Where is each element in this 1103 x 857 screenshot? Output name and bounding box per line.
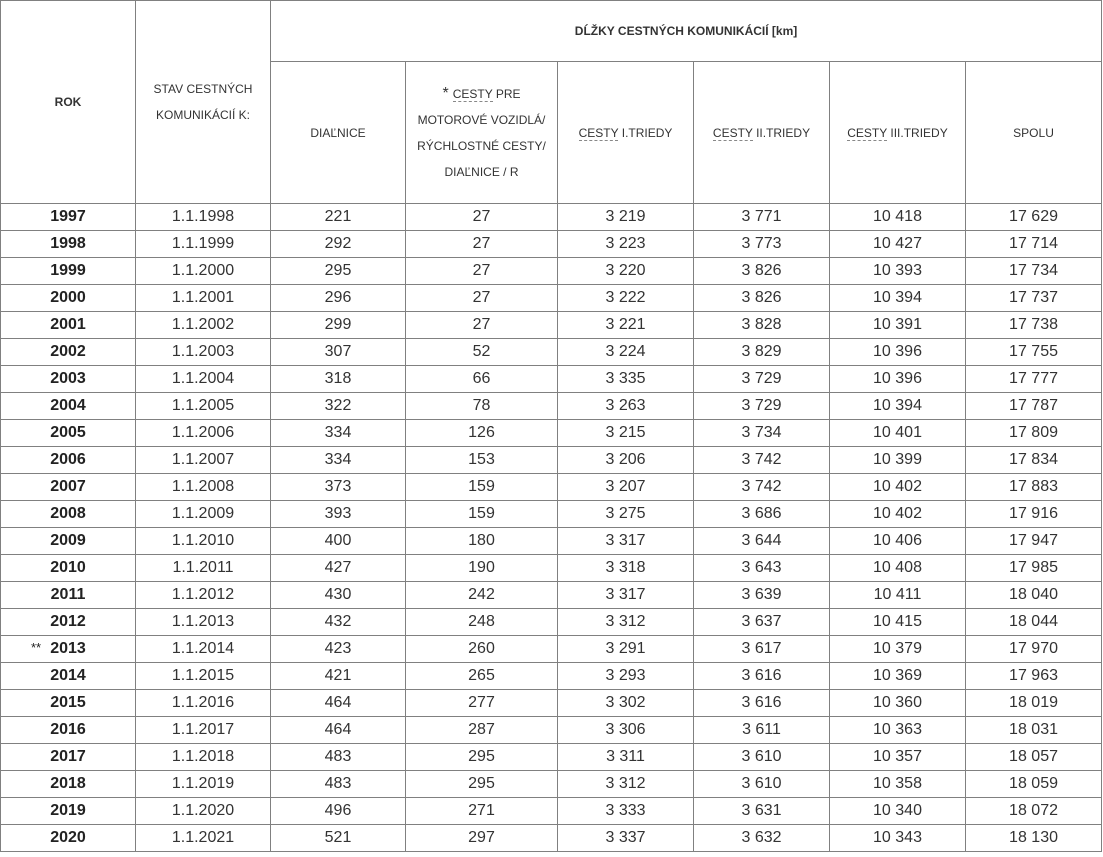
cell-stav: 1.1.2014: [136, 636, 271, 663]
cell-cesty3: 10 360: [830, 690, 966, 717]
header-cesty2: [694, 62, 830, 204]
table-row: [1, 636, 1102, 663]
cell-year: [1, 825, 136, 852]
cell-cesty1: 3 317: [558, 582, 694, 609]
cell-dialnice: 496: [271, 798, 406, 825]
year-value: 2008: [50, 505, 86, 522]
cell-dialnice: 295: [271, 258, 406, 285]
cell-spolu: 17 947: [966, 528, 1102, 555]
cell-cesty3: 10 363: [830, 717, 966, 744]
cell-cesty1: 3 293: [558, 663, 694, 690]
cell-stav: 1.1.2002: [136, 312, 271, 339]
header-motor-rest: PRE MOTOROVÉ VOZIDLÁ/ RÝCHLOSTNÉ CESTY/ DIAĽNICE / R: [417, 86, 546, 179]
cell-year: [1, 609, 136, 636]
table-row: [1, 663, 1102, 690]
table-header: [1, 1, 1102, 204]
cell-motor: 271: [406, 798, 558, 825]
header-dialnice: DIAĽNICE: [271, 62, 406, 204]
year-value: 2001: [50, 316, 86, 333]
year-value: 2011: [50, 586, 86, 603]
table-row: [1, 690, 1102, 717]
year-value: 2002: [50, 343, 86, 360]
cell-spolu: 18 130: [966, 825, 1102, 852]
cell-stav: 1.1.2011: [136, 555, 271, 582]
cell-cesty3: 10 396: [830, 339, 966, 366]
cell-cesty2: 3 632: [694, 825, 830, 852]
cell-stav: 1.1.2003: [136, 339, 271, 366]
header-cesty1-rest: I.TRIEDY: [621, 125, 673, 140]
header-stav: STAV CESTNÝCH KOMUNIKÁCIÍ K:: [136, 1, 271, 204]
cell-spolu: 17 734: [966, 258, 1102, 285]
cell-dialnice: 334: [271, 420, 406, 447]
cell-year: [1, 582, 136, 609]
cell-stav: 1.1.2017: [136, 717, 271, 744]
cell-stav: 1.1.2019: [136, 771, 271, 798]
cell-stav: 1.1.2006: [136, 420, 271, 447]
cell-dialnice: 421: [271, 663, 406, 690]
cell-cesty2: 3 771: [694, 204, 830, 231]
cell-cesty1: 3 312: [558, 609, 694, 636]
cell-motor: 287: [406, 717, 558, 744]
cell-dialnice: 430: [271, 582, 406, 609]
cell-year: [1, 474, 136, 501]
cell-stav: 1.1.2000: [136, 258, 271, 285]
cell-cesty2: 3 729: [694, 393, 830, 420]
cell-cesty3: 10 393: [830, 258, 966, 285]
cell-motor: 180: [406, 528, 558, 555]
cell-cesty3: 10 394: [830, 285, 966, 312]
cell-dialnice: 296: [271, 285, 406, 312]
cell-cesty1: 3 207: [558, 474, 694, 501]
cell-year: [1, 285, 136, 312]
header-cesty3-rest: III.TRIEDY: [890, 125, 948, 140]
cell-spolu: 18 031: [966, 717, 1102, 744]
cell-cesty1: 3 337: [558, 825, 694, 852]
table-row: [1, 555, 1102, 582]
cell-stav: 1.1.2009: [136, 501, 271, 528]
cell-year: [1, 501, 136, 528]
cell-motor: 159: [406, 501, 558, 528]
table-row: [1, 609, 1102, 636]
cell-cesty3: 10 415: [830, 609, 966, 636]
table-body: [1, 204, 1102, 852]
table-row: [1, 771, 1102, 798]
cell-year: [1, 528, 136, 555]
table-row: [1, 420, 1102, 447]
cell-cesty1: 3 215: [558, 420, 694, 447]
cell-spolu: 17 777: [966, 366, 1102, 393]
cell-cesty3: 10 343: [830, 825, 966, 852]
table-row: [1, 312, 1102, 339]
cell-spolu: 18 019: [966, 690, 1102, 717]
table-row: [1, 582, 1102, 609]
cell-cesty2: 3 616: [694, 663, 830, 690]
year-value: 2017: [50, 748, 86, 765]
cell-spolu: 17 834: [966, 447, 1102, 474]
cell-motor: 27: [406, 312, 558, 339]
cell-cesty3: 10 358: [830, 771, 966, 798]
cell-spolu: 18 057: [966, 744, 1102, 771]
cell-spolu: 18 059: [966, 771, 1102, 798]
year-value: 2012: [50, 613, 86, 630]
cell-cesty2: 3 828: [694, 312, 830, 339]
cell-motor: 295: [406, 771, 558, 798]
table-row: [1, 231, 1102, 258]
table-row: [1, 501, 1102, 528]
cell-motor: 242: [406, 582, 558, 609]
cell-cesty3: 10 340: [830, 798, 966, 825]
cell-cesty2: 3 631: [694, 798, 830, 825]
cell-cesty2: 3 829: [694, 339, 830, 366]
cell-spolu: 17 985: [966, 555, 1102, 582]
cell-spolu: 17 916: [966, 501, 1102, 528]
cell-motor: 297: [406, 825, 558, 852]
cell-spolu: 18 072: [966, 798, 1102, 825]
cell-motor: 27: [406, 258, 558, 285]
cell-dialnice: 483: [271, 771, 406, 798]
cell-cesty3: 10 399: [830, 447, 966, 474]
cell-cesty3: 10 408: [830, 555, 966, 582]
table-row: [1, 339, 1102, 366]
cell-cesty1: 3 219: [558, 204, 694, 231]
year-value: 1999: [50, 262, 86, 279]
header-spolu: SPOLU: [966, 62, 1102, 204]
header-rok: ROK: [1, 1, 136, 204]
cell-cesty2: 3 610: [694, 771, 830, 798]
cell-stav: 1.1.1999: [136, 231, 271, 258]
cell-cesty1: 3 275: [558, 501, 694, 528]
cell-cesty2: 3 729: [694, 366, 830, 393]
cell-year: [1, 393, 136, 420]
cell-motor: 260: [406, 636, 558, 663]
cell-cesty2: 3 742: [694, 474, 830, 501]
cell-cesty2: 3 742: [694, 447, 830, 474]
cell-dialnice: 521: [271, 825, 406, 852]
cell-cesty2: 3 773: [694, 231, 830, 258]
cell-dialnice: 393: [271, 501, 406, 528]
cell-cesty3: 10 396: [830, 366, 966, 393]
cell-motor: 52: [406, 339, 558, 366]
cell-stav: 1.1.2018: [136, 744, 271, 771]
year-value: 2015: [50, 694, 86, 711]
cell-cesty1: 3 302: [558, 690, 694, 717]
header-cesty1: [558, 62, 694, 204]
cell-stav: 1.1.2020: [136, 798, 271, 825]
cell-dialnice: 221: [271, 204, 406, 231]
cell-dialnice: 307: [271, 339, 406, 366]
header-cesty3-abbr[interactable]: CESTY: [847, 125, 888, 140]
cell-motor: 27: [406, 231, 558, 258]
table-row: [1, 528, 1102, 555]
cell-dialnice: 334: [271, 447, 406, 474]
header-title: DĹŽKY CESTNÝCH KOMUNIKÁCIÍ [km]: [271, 1, 1102, 62]
table-row: [1, 258, 1102, 285]
header-cesty2-abbr[interactable]: CESTY: [712, 125, 753, 140]
cell-stav: 1.1.1998: [136, 204, 271, 231]
cell-cesty2: 3 734: [694, 420, 830, 447]
year-value: 2006: [50, 451, 86, 468]
cell-motor: 265: [406, 663, 558, 690]
cell-motor: 159: [406, 474, 558, 501]
cell-spolu: 17 963: [966, 663, 1102, 690]
cell-spolu: 17 787: [966, 393, 1102, 420]
cell-spolu: 17 755: [966, 339, 1102, 366]
cell-year: [1, 258, 136, 285]
cell-cesty1: 3 223: [558, 231, 694, 258]
cell-motor: 126: [406, 420, 558, 447]
year-value: 2013: [50, 640, 86, 657]
cell-dialnice: 432: [271, 609, 406, 636]
cell-cesty1: 3 220: [558, 258, 694, 285]
cell-cesty1: 3 263: [558, 393, 694, 420]
cell-year: [1, 636, 136, 663]
year-value: 2010: [50, 559, 86, 576]
cell-spolu: 18 040: [966, 582, 1102, 609]
table-row: [1, 285, 1102, 312]
cell-stav: 1.1.2001: [136, 285, 271, 312]
header-cesty1-abbr[interactable]: CESTY: [578, 125, 619, 140]
cell-cesty3: 10 394: [830, 393, 966, 420]
year-value: 2009: [50, 532, 86, 549]
cell-motor: 27: [406, 204, 558, 231]
footnote-mark: **: [31, 640, 42, 655]
year-value: 2019: [50, 802, 86, 819]
cell-cesty1: 3 311: [558, 744, 694, 771]
cell-year: [1, 717, 136, 744]
cell-year: [1, 366, 136, 393]
cell-spolu: 17 970: [966, 636, 1102, 663]
year-value: 2018: [50, 775, 86, 792]
cell-spolu: 17 714: [966, 231, 1102, 258]
cell-cesty1: 3 318: [558, 555, 694, 582]
cell-year: [1, 339, 136, 366]
cell-dialnice: 318: [271, 366, 406, 393]
table-row: [1, 825, 1102, 852]
cell-spolu: 17 629: [966, 204, 1102, 231]
year-value: 1997: [50, 208, 86, 225]
cell-spolu: 17 737: [966, 285, 1102, 312]
cell-stav: 1.1.2010: [136, 528, 271, 555]
cell-year: [1, 798, 136, 825]
cell-stav: 1.1.2013: [136, 609, 271, 636]
table-row: [1, 717, 1102, 744]
year-value: 2005: [50, 424, 86, 441]
table-row: [1, 744, 1102, 771]
year-value: 2003: [50, 370, 86, 387]
cell-stav: 1.1.2008: [136, 474, 271, 501]
footnote-star: *: [442, 84, 449, 102]
cell-cesty1: 3 317: [558, 528, 694, 555]
cell-cesty1: 3 221: [558, 312, 694, 339]
table-row: [1, 393, 1102, 420]
cell-spolu: 17 809: [966, 420, 1102, 447]
cell-cesty2: 3 639: [694, 582, 830, 609]
cell-cesty1: 3 333: [558, 798, 694, 825]
cell-dialnice: 427: [271, 555, 406, 582]
cell-cesty2: 3 611: [694, 717, 830, 744]
cell-stav: 1.1.2012: [136, 582, 271, 609]
cell-cesty1: 3 222: [558, 285, 694, 312]
header-motor: [406, 62, 558, 204]
cell-dialnice: 400: [271, 528, 406, 555]
cell-year: [1, 447, 136, 474]
cell-year: [1, 744, 136, 771]
cell-dialnice: 299: [271, 312, 406, 339]
year-value: 2004: [50, 397, 86, 414]
cell-spolu: 18 044: [966, 609, 1102, 636]
cell-cesty3: 10 357: [830, 744, 966, 771]
header-cesty2-rest: II.TRIEDY: [756, 125, 811, 140]
cell-cesty3: 10 402: [830, 474, 966, 501]
year-value: 2000: [50, 289, 86, 306]
cell-year: [1, 231, 136, 258]
cell-cesty2: 3 826: [694, 258, 830, 285]
cell-stav: 1.1.2021: [136, 825, 271, 852]
cell-cesty3: 10 402: [830, 501, 966, 528]
cell-spolu: 17 883: [966, 474, 1102, 501]
cell-cesty2: 3 610: [694, 744, 830, 771]
cell-cesty3: 10 379: [830, 636, 966, 663]
cell-motor: 277: [406, 690, 558, 717]
cell-cesty3: 10 427: [830, 231, 966, 258]
cell-motor: 190: [406, 555, 558, 582]
table-row: [1, 204, 1102, 231]
cell-cesty3: 10 406: [830, 528, 966, 555]
cell-cesty2: 3 643: [694, 555, 830, 582]
cell-dialnice: 423: [271, 636, 406, 663]
cell-motor: 27: [406, 285, 558, 312]
year-value: 2014: [50, 667, 86, 684]
cell-cesty2: 3 644: [694, 528, 830, 555]
cell-year: [1, 663, 136, 690]
cell-cesty3: 10 411: [830, 582, 966, 609]
cell-cesty3: 10 369: [830, 663, 966, 690]
cell-motor: 153: [406, 447, 558, 474]
cell-stav: 1.1.2015: [136, 663, 271, 690]
cell-cesty1: 3 206: [558, 447, 694, 474]
cell-year: [1, 420, 136, 447]
cell-cesty2: 3 686: [694, 501, 830, 528]
cell-year: [1, 312, 136, 339]
cell-cesty2: 3 617: [694, 636, 830, 663]
cell-dialnice: 373: [271, 474, 406, 501]
cell-cesty1: 3 291: [558, 636, 694, 663]
cell-stav: 1.1.2007: [136, 447, 271, 474]
header-motor-abbr[interactable]: CESTY: [452, 86, 493, 101]
year-value: 1998: [50, 235, 86, 252]
year-value: 2020: [50, 829, 86, 846]
cell-year: [1, 555, 136, 582]
cell-year: [1, 690, 136, 717]
cell-cesty1: 3 312: [558, 771, 694, 798]
table-row: [1, 366, 1102, 393]
cell-motor: 295: [406, 744, 558, 771]
cell-cesty2: 3 826: [694, 285, 830, 312]
cell-cesty1: 3 335: [558, 366, 694, 393]
cell-dialnice: 464: [271, 717, 406, 744]
cell-spolu: 17 738: [966, 312, 1102, 339]
cell-stav: 1.1.2016: [136, 690, 271, 717]
cell-stav: 1.1.2004: [136, 366, 271, 393]
cell-year: [1, 204, 136, 231]
cell-cesty2: 3 616: [694, 690, 830, 717]
cell-cesty3: 10 401: [830, 420, 966, 447]
cell-cesty3: 10 418: [830, 204, 966, 231]
cell-dialnice: 322: [271, 393, 406, 420]
cell-dialnice: 292: [271, 231, 406, 258]
cell-cesty3: 10 391: [830, 312, 966, 339]
cell-motor: 78: [406, 393, 558, 420]
cell-cesty1: 3 224: [558, 339, 694, 366]
cell-year: [1, 771, 136, 798]
cell-stav: 1.1.2005: [136, 393, 271, 420]
year-value: 2016: [50, 721, 86, 738]
cell-motor: 248: [406, 609, 558, 636]
header-cesty3: [830, 62, 966, 204]
cell-cesty2: 3 637: [694, 609, 830, 636]
cell-dialnice: 483: [271, 744, 406, 771]
table-row: [1, 798, 1102, 825]
year-value: 2007: [50, 478, 86, 495]
table-row: [1, 474, 1102, 501]
cell-cesty1: 3 306: [558, 717, 694, 744]
cell-motor: 66: [406, 366, 558, 393]
table-row: [1, 447, 1102, 474]
cell-dialnice: 464: [271, 690, 406, 717]
